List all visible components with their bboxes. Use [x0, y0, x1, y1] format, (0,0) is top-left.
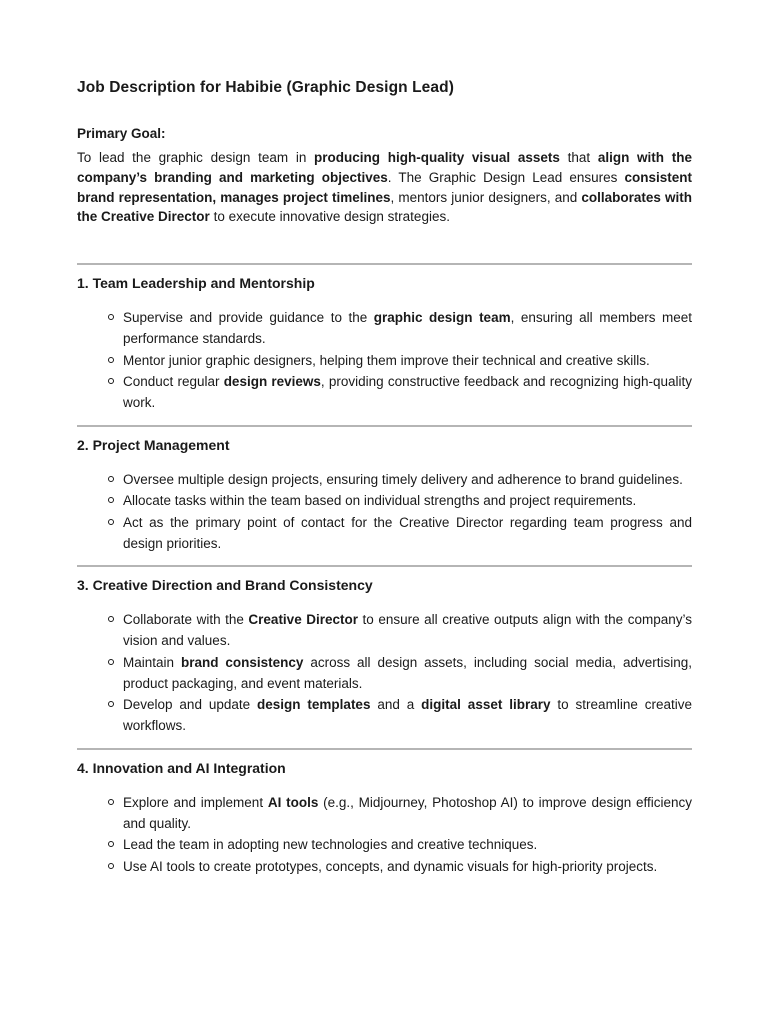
hollow-circle-bullet-icon	[108, 799, 114, 805]
hollow-circle-bullet-icon	[108, 616, 114, 622]
list-item	[123, 512, 692, 554]
text-run: Supervise and provide guidance to the	[123, 310, 374, 326]
list-item	[123, 490, 692, 511]
text-run: Collaborate with the	[123, 612, 249, 628]
text-run: Mentor junior graphic designers, helping them improve their technical and creative skills.	[123, 352, 650, 368]
bullet-list	[77, 469, 692, 554]
hollow-circle-bullet-icon	[108, 863, 114, 869]
section-divider	[77, 425, 692, 427]
section-heading: 3. Creative Direction and Brand Consistency	[77, 577, 373, 594]
text-run: . The Graphic Design Lead ensures	[387, 169, 625, 185]
primary-goal-label: Primary Goal:	[77, 126, 166, 141]
bold-text: design templates	[257, 697, 371, 713]
list-item-text	[123, 374, 692, 410]
list-item-text	[123, 310, 692, 346]
bold-text: collaborates with the Creative Director	[77, 189, 692, 225]
text-run: Use AI tools to create prototypes, concepts, and dynamic visuals for high-priority projects.	[123, 858, 658, 874]
bold-text: AI tools	[267, 794, 319, 810]
list-item-text	[123, 655, 692, 691]
section-spacer	[77, 554, 692, 565]
hollow-circle-bullet-icon	[108, 701, 114, 707]
text-run: (e.g., Midjourney, Photoshop AI) to improve design efficiency and quality.	[123, 794, 693, 831]
list-item	[123, 609, 692, 651]
list-item	[123, 371, 692, 413]
text-run: to streamline creative workflows.	[123, 697, 692, 734]
list-item	[123, 834, 692, 855]
bold-text: align with the company’s branding and marketing objectives	[77, 150, 692, 185]
list-item-text	[123, 472, 683, 487]
hollow-circle-bullet-icon	[108, 659, 114, 665]
bold-text: design reviews	[223, 374, 321, 390]
page-title: Job Description for Habibie (Graphic Design Lead)	[77, 79, 454, 96]
section-divider	[77, 263, 692, 265]
text-run: Lead the team in adopting new technologies and creative techniques.	[123, 837, 538, 853]
bullet-list	[77, 609, 692, 736]
section-divider	[77, 565, 692, 567]
text-run: Develop and update	[123, 697, 258, 713]
section-heading: 1. Team Leadership and Mentorship	[77, 275, 315, 292]
hollow-circle-bullet-icon	[108, 357, 114, 363]
section-spacer	[77, 737, 692, 748]
primary-goal-text	[77, 148, 692, 227]
sections-container	[77, 263, 692, 888]
text-run: to ensure all creative outputs align with the company’s vision and values.	[123, 612, 692, 649]
text-run: , providing constructive feedback and recognizing high-quality work.	[123, 374, 693, 411]
bold-text: consistent brand representation, manages project timelines	[77, 169, 692, 205]
text-run: , mentors junior designers, and	[390, 189, 582, 205]
section-divider	[77, 748, 692, 750]
bold-text: brand consistency	[180, 654, 304, 670]
bold-text: Creative Director	[248, 612, 359, 628]
text-run: Oversee multiple design projects, ensuring timely delivery and adherence to brand guidelines.	[123, 471, 683, 487]
text-run: Act as the primary point of contact for the Creative Director regarding team progress and design priorities.	[123, 514, 692, 551]
section-spacer	[77, 877, 692, 888]
list-item	[123, 694, 692, 736]
hollow-circle-bullet-icon	[108, 519, 114, 525]
text-run: Maintain	[123, 654, 181, 670]
list-item	[123, 469, 692, 490]
section-heading: 2. Project Management	[77, 436, 230, 453]
list-item-text	[123, 859, 657, 874]
list-item-text	[123, 515, 692, 551]
bold-text: producing high-quality visual assets	[314, 150, 560, 165]
text-run: Conduct regular	[123, 374, 224, 390]
bold-text: graphic design team	[373, 310, 511, 326]
list-item	[123, 652, 692, 694]
text-run: Allocate tasks within the team based on individual strengths and project requirements.	[123, 493, 637, 509]
list-item-text	[123, 795, 692, 831]
hollow-circle-bullet-icon	[108, 841, 114, 847]
list-item	[123, 350, 692, 371]
text-run: that	[559, 150, 598, 165]
text-run: and a	[370, 697, 422, 713]
list-item-text	[123, 493, 636, 508]
text-run: , ensuring all members meet performance standards.	[123, 310, 692, 347]
list-item-text	[123, 697, 692, 733]
list-item	[123, 856, 692, 877]
section-heading: 4. Innovation and AI Integration	[77, 759, 286, 776]
hollow-circle-bullet-icon	[108, 378, 114, 384]
text-run: across all design assets, including social media, advertising, product packaging, and event materials.	[123, 654, 692, 691]
list-item	[123, 307, 692, 349]
text-run: To lead the graphic design team in	[77, 150, 315, 165]
list-item-text	[123, 612, 692, 648]
hollow-circle-bullet-icon	[108, 476, 114, 482]
bullet-list	[77, 792, 692, 877]
bullet-list	[77, 307, 692, 413]
section-spacer	[77, 414, 692, 425]
text-run: to execute innovative design strategies.	[209, 209, 450, 225]
list-item-text	[123, 353, 650, 368]
bold-text: digital asset library	[421, 697, 551, 713]
hollow-circle-bullet-icon	[108, 314, 114, 320]
list-item	[123, 792, 692, 834]
hollow-circle-bullet-icon	[108, 497, 114, 503]
text-run: Explore and implement	[123, 794, 268, 810]
list-item-text	[123, 837, 537, 852]
